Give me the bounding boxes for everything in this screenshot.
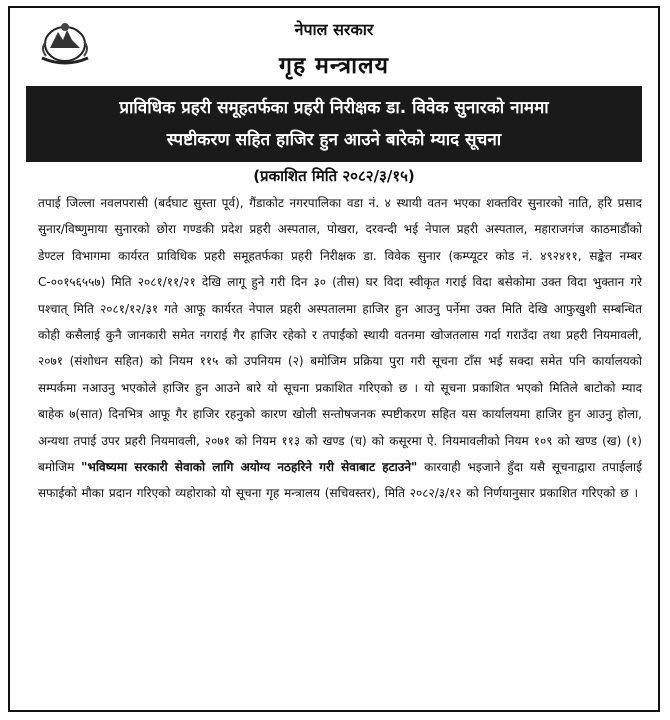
body-penalty-bold: "भविष्यमा सरकारी सेवाको लागि अयोग्य नठहरिने गरी सेवाबाट हटाउने"	[81, 460, 418, 475]
body-part-1: तपाई जिल्ला नवलपरासी (बर्दघाट सुस्ता पूर्व), गैंडाकोट नगरपालिका वडा नं. ४ स्थायी वतन भएका शक्तविर सुनारको नाति, हरि प्रसाद सुनार/विष्णुमाया सुनारको छोरा गण्डकी प्रदेश प्रहरी अस्पताल, पोखरा, दरवन्दी भई नेपाल प्रहरी अस्पताल, महाराजगंज काठमाडौंको डेण्टल विभागमा कार्यरत प्राविधिक प्रहरी समूहतर्फका प्रहरी निरीक्षक डा. विवेक सुनार (कम्प्यूटर कोड नं. ४९२४११, सङ्केत नम्बर C-००१५६५५७) मिति २०८१/११/२१ देखि लागू हुने गरी दिन ३० (तीस) घर विदा स्वीकृत गराई विदा बसेकोमा उक्त विदा भुक्तान गरे पश्चात् मिति २०८१/१२/३१ गते आफू कार्यरत नेपाल प्रहरी अस्पतालमा हाजिर हुन आउनु पर्नेमा उक्त मिति देखि आफुखुशी सम्बन्धित कोही कसैलाई कुनै जानकारी समेत नगराई गैर हाजिर रहेको र तपाईंको स्थायी वतनमा खोजतलास गर्दा गराउँदा तथा प्रहरी नियमावली, २०७१ (संशोधन सहित) को नियम ११५ को उपनियम (२) बमोजिम प्रक्रिया पुरा गरी सूचना टाँस भई सक्दा समेत पनि कार्यालयको सम्पर्कमा नआउनु भएकोले हाजिर हुन आउने बारे यो सूचना प्रकाशित गरिएको छ । यो सूचना प्रकाशित भएको मितिले बाटोको म्याद बाहेक ७(सात) दिनभित्र आफू गैर हाजिर रहनुको कारण खोली सन्तोषजनक स्पष्टीकरण सहित यस कार्यालयमा हाजिर हुन आउनु होला, अन्यथा तपाई उपर प्रहरी नियमावली, २०७१ को नियम ११३ को खण्ड (च) को कसूरमा ऐ. नियमावलीको नियम १०९ को खण्ड (ख) (१) बमोजिम	[38, 196, 642, 475]
notice-headline-banner	[26, 86, 642, 162]
government-title: नेपाल सरकार	[294, 20, 374, 39]
public-notice	[8, 6, 660, 712]
headline-line-2: स्पष्टीकरण सहित हाजिर हुन आउने बारेको म्याद सूचना	[166, 130, 502, 150]
headline-line-1: प्राविधिक प्रहरी समूहतर्फका प्रहरी निरीक्षक डा. विवेक सुनारको नाममा	[119, 98, 549, 118]
ministry-title: गृह मन्त्रालय	[279, 53, 389, 79]
published-date: (प्रकाशित मिति २०८२/३/१५)	[253, 167, 415, 185]
notice-body	[38, 190, 642, 507]
body-part-2: कारवाही भइजाने हुँदा यसै सूचनाद्वारा तपाईलाई सफाईको मौका प्रदान गरिएको व्यहोराको यो सूचना गृह मन्त्रालय (सचिवस्तर), मिति २०८२/३/१२ को निर्णयानुसार प्रकाशित गरिएको छ ।	[38, 460, 642, 501]
